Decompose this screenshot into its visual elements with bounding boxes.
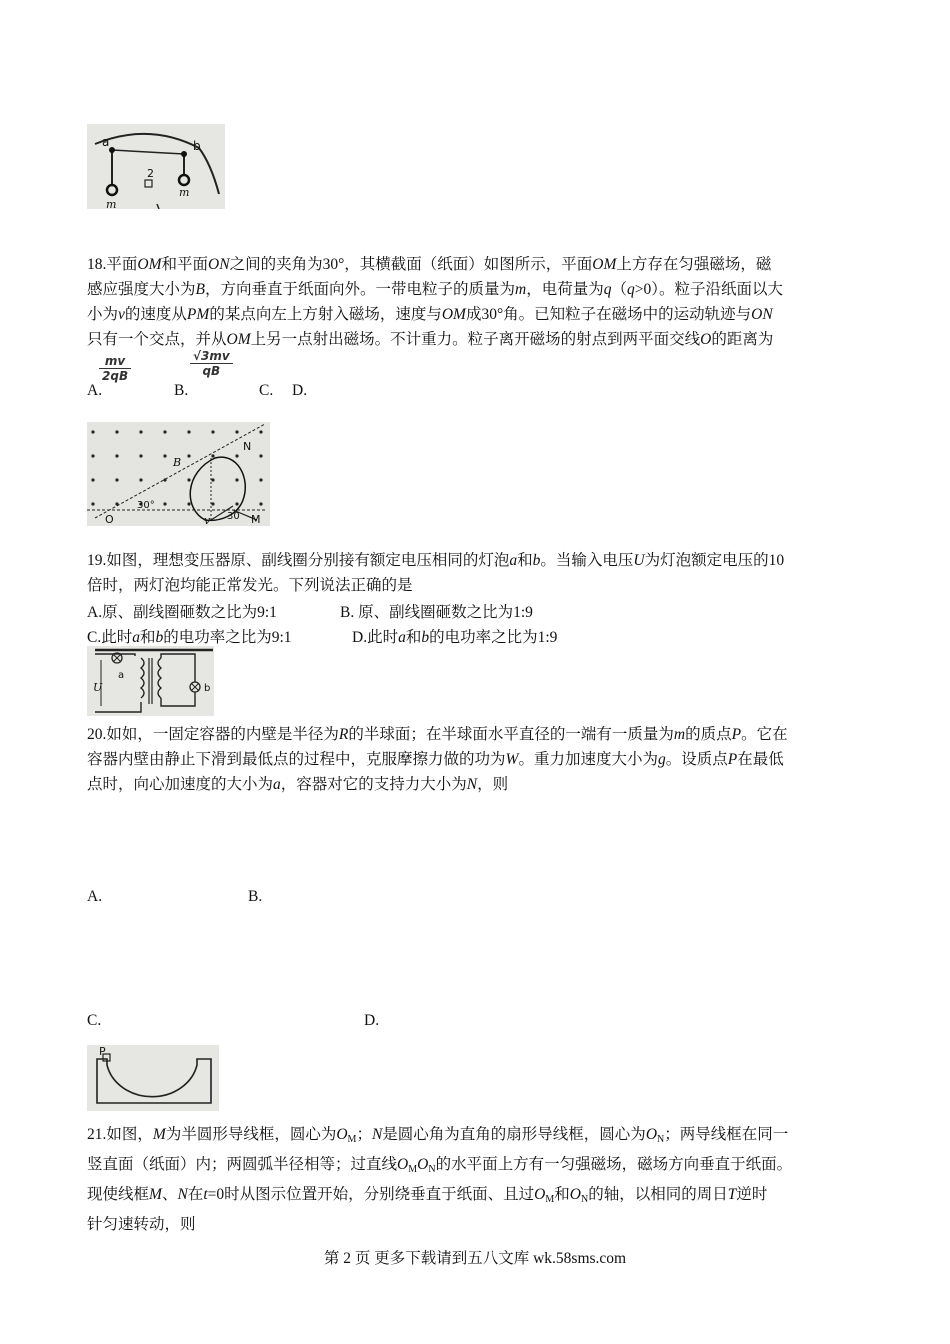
field-dot	[235, 478, 238, 481]
q20-option-b: B.	[248, 888, 263, 905]
text-line: 倍时，两灯泡均能正常发光。下列说法正确的是	[87, 577, 413, 594]
q18-option-c: C.	[259, 382, 274, 399]
field-dot	[211, 478, 214, 481]
q18-option-d: D.	[292, 382, 308, 399]
figure-q19	[87, 646, 214, 716]
q18-option-a: A.	[87, 382, 103, 399]
option-a-fraction: $\frac{mv}{2qB}$	[99, 354, 131, 383]
field-dot	[235, 454, 238, 457]
field-dot	[91, 478, 94, 481]
text-line: 现使线框M、N在t=0时从图示位置开始，分别绕垂直于纸面、且过$O_M$和$O_N$的轴，以相同的周日T逆时	[87, 1186, 768, 1205]
field-dot	[211, 454, 214, 457]
text-line: 19.如图，理想变压器原、副线圈分别接有额定电压相同的灯泡a和b。当输入电压U为灯泡额定电压的10	[87, 552, 785, 569]
fig18-label-M: M	[251, 513, 261, 526]
field-dot	[163, 502, 166, 505]
field-dot	[235, 502, 238, 505]
q20-option-d: D.	[364, 1012, 380, 1029]
fig20-label-P: P	[99, 1045, 106, 1058]
field-dot	[91, 454, 94, 457]
field-dot	[139, 454, 142, 457]
q19-option-d: D.此时a和b的电功率之比为1:9	[352, 629, 558, 646]
q19-option-b: B. 原、副线圈砸数之比为1:9	[340, 604, 533, 621]
text-line: 只有一个交点，并从OM上另一点射出磁场。不计重力。粒子离开磁场的射点到两平面交线O的距离为	[87, 331, 774, 348]
question-18	[87, 252, 865, 352]
fig17-label-2: 2	[147, 167, 154, 180]
q18-option-b: B.	[174, 382, 189, 399]
field-dot	[259, 478, 262, 481]
field-dot	[115, 478, 118, 481]
field-dot	[139, 430, 142, 433]
fig18-label-N: N	[243, 440, 252, 453]
question-20	[87, 722, 865, 797]
q20-option-a: A.	[87, 888, 103, 905]
text-line: 针匀速转动，则	[87, 1216, 196, 1233]
q20-option-c: C.	[87, 1012, 102, 1029]
field-dot	[163, 430, 166, 433]
field-dot	[115, 454, 118, 457]
fig18-angle-1: 30°	[137, 500, 155, 511]
question-21	[87, 1122, 865, 1237]
text-line: 18.平面OM和平面ON之间的夹角为30°，其横截面（纸面）如图所示，平面OM上方存在匀强磁场，磁	[87, 256, 772, 273]
field-dot	[235, 430, 238, 433]
fig17-label-b: b	[193, 139, 201, 153]
field-dot	[187, 478, 190, 481]
fig17-label-m1: m	[106, 198, 117, 209]
field-dot	[259, 502, 262, 505]
fig18-label-v: v	[204, 514, 211, 526]
text-line: 21.如图，M为半圆形导线框，圆心为$O_M$；N是圆心角为直角的扇形导线框，圆心为$O_N$；两导线框在同一	[87, 1126, 789, 1145]
text-line: 20.如如，一固定容器的内壁是半径为R的半球面；在半球面水平直径的一端有一质量为m的质点P。它在	[87, 726, 788, 743]
fig18-angle-2: 30	[227, 511, 240, 522]
text-line: 小为v的速度从PM的某点向左上方射入磁场，速度与OM成30°角。已知粒子在磁场中的运动轨迹与ON	[87, 306, 773, 323]
text-line: 容器内壁由静止下滑到最低点的过程中，克服摩擦力做的功为W。重力加速度大小为g。设质点P在最低	[87, 751, 784, 768]
field-dot	[139, 478, 142, 481]
q19-option-a: A.原、副线圈砸数之比为9:1	[87, 604, 277, 621]
fig17-label-a: a	[102, 135, 110, 149]
question-19	[87, 548, 865, 598]
fig19-label-b: b	[204, 683, 211, 694]
fig17-label-m2: m	[179, 186, 190, 199]
field-dot	[91, 502, 94, 505]
fig18-label-B: B	[173, 456, 182, 469]
fig19-label-U: U	[93, 681, 103, 694]
figure-q20	[87, 1045, 219, 1111]
field-dot	[259, 454, 262, 457]
field-dot	[211, 502, 214, 505]
field-dot	[115, 430, 118, 433]
field-dot	[259, 430, 262, 433]
field-dot	[187, 430, 190, 433]
field-dot	[163, 454, 166, 457]
field-dot	[91, 430, 94, 433]
field-dot	[187, 454, 190, 457]
text-line: 点时，向心加速度的大小为a，容器对它的支持力大小为N，则	[87, 776, 509, 793]
field-dot	[187, 502, 190, 505]
page-footer: 第 2 页 更多下载请到五八文库 wk.58sms.com	[323, 1250, 627, 1267]
figure-q17	[87, 124, 225, 209]
text-line: 竖直面（纸面）内；两圆弧半径相等；过直线$O_MO_N$的水平面上方有一匀强磁场，磁场方向垂直于纸面。	[87, 1156, 793, 1175]
option-b-fraction: $\frac{√3mv}{qB}$	[190, 349, 233, 378]
q19-option-c: C.此时a和b的电功率之比为9:1	[87, 629, 292, 646]
text-line: 感应强度大小为B，方向垂直于纸面向外。一带电粒子的质量为m，电荷量为q（q>0）。粒子沿纸面以大	[87, 281, 783, 298]
fig18-label-O: O	[105, 513, 114, 526]
figure-q18	[87, 422, 270, 526]
fig19-label-a: a	[118, 670, 125, 681]
field-dot	[211, 430, 214, 433]
